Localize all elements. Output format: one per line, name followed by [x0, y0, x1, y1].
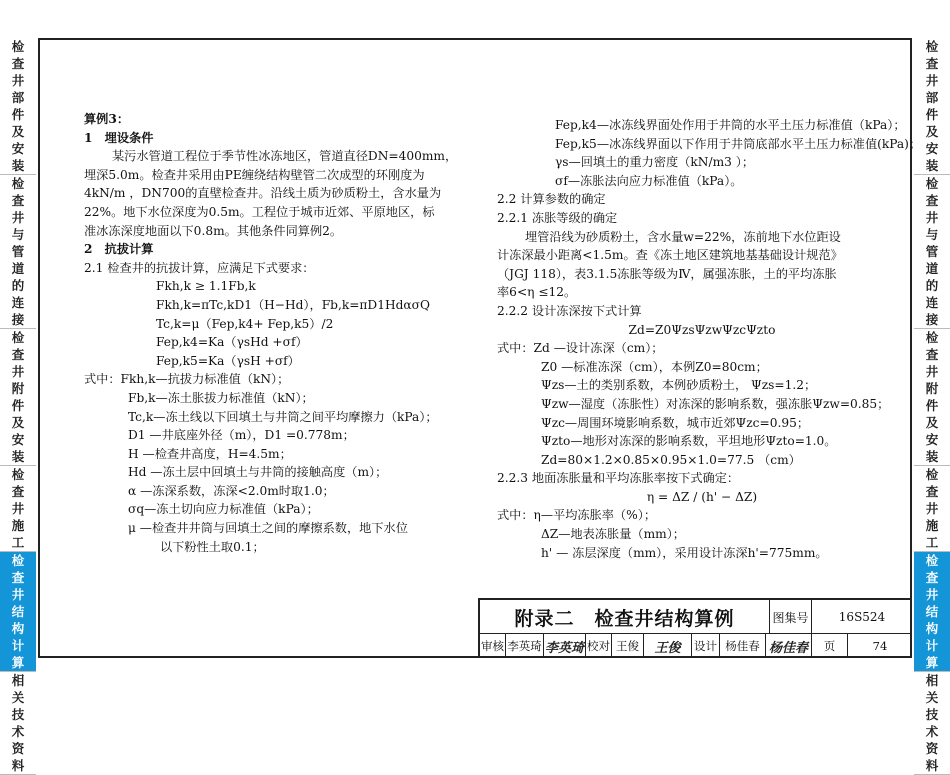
- side-tab-active[interactable]: 检查井结构计算: [0, 552, 36, 672]
- formula-line: η = ΔZ / (h' − ΔZ): [646, 489, 758, 504]
- designer-signature: [766, 634, 812, 658]
- definition-line: Ψzc—周围环境影响系数，城市近郊Ψzc=0.95；: [541, 415, 810, 430]
- formula-line: Fkh,k ≥ 1.1Fb,k: [156, 279, 256, 294]
- definition-line: ΔZ—地表冻胀量（mm）；: [541, 527, 685, 542]
- definition-line: Hd —冻土层中回填土与井筒的接触高度（m）；: [128, 465, 388, 480]
- left-sidebar: [0, 38, 36, 773]
- definition-line: Ψzw—湿度（冻胀性）对冻深的影响系数，强冻胀Ψzw=0.85；: [541, 396, 890, 411]
- title-block-signatures: [480, 634, 912, 658]
- side-tab-active[interactable]: 检查井结构计算: [914, 552, 950, 672]
- reviewer-signature: [544, 634, 586, 658]
- designer-signature-text: 杨佳春: [768, 640, 808, 656]
- text-line: 率6<η ≤12。: [497, 285, 577, 300]
- side-tab[interactable]: 检查井附件及安装: [914, 329, 950, 466]
- checker-signature-text: 王俊: [654, 640, 681, 656]
- formula-line: Fep,k5=Ka（γsH +σf）: [156, 353, 300, 368]
- formula-line: Tc,k=μ（Fep,k4+ Fep,k5）/2: [156, 316, 334, 331]
- definition-line: Z0 —标准冻深（cm），本例Z0=80cm；: [541, 359, 768, 374]
- side-tab[interactable]: 检查井部件及安装: [914, 38, 950, 175]
- text-line: （JGJ 118），表3.1.5冻胀等级为Ⅳ，属强冻胀，土的平均冻胀: [497, 266, 837, 281]
- example-heading: 算例3：: [84, 112, 130, 126]
- definition-line: μ —检查井井筒与回填土之间的摩擦系数，地下水位: [128, 521, 408, 536]
- drawing-title: 附录二 检查井结构算例: [480, 600, 770, 634]
- section-heading: 2.2.3 地面冻胀量和平均冻胀率按下式确定：: [497, 471, 740, 486]
- formula-line: Zd=Z0ΨzsΨzwΨzcΨzto: [628, 322, 776, 337]
- check-label: 校对: [586, 634, 612, 658]
- designer-name: 杨佳春: [720, 634, 766, 658]
- text-line: 某污水管道工程位于季节性冰冻地区，管道直径DN=400mm，: [112, 149, 458, 164]
- design-label: 设计: [692, 634, 720, 658]
- text-line: 2.1 检查井的抗拔计算，应满足下式要求：: [84, 260, 315, 275]
- page-number: 74: [872, 639, 888, 653]
- section-heading: 1 埋设条件: [84, 130, 154, 145]
- text-line: 4kN/m ，DN700的直壁检查井。沿线土质为砂质粉土，含水量为: [84, 186, 442, 201]
- right-sidebar: [914, 38, 950, 773]
- definition-line: σq—冻土切向应力标准值（kPa）；: [128, 502, 319, 517]
- definition-line: Fep,k4—冰冻线界面处作用于井筒的水平土压力标准值（kPa）；: [555, 118, 906, 132]
- right-text-column: [497, 116, 922, 562]
- text-line: 埋深5.0m。检查井采用由PE缠绕结构壁管二次成型的环刚度为: [84, 167, 425, 182]
- definition-line: h' — 冻层深度（mm），采用设计冻深h'=775mm。: [541, 545, 828, 560]
- definition-line: Ψzs—土的类别系数，本例砂质粉土， Ψzs=1.2；: [541, 378, 817, 393]
- reviewer-name: 李英琦: [506, 634, 544, 658]
- definition-line: Tc,k—冻土线以下回填土与井筒之间平均摩擦力（kPa）；: [128, 409, 438, 424]
- reviewer-signature-text: 李英琦: [544, 640, 584, 656]
- formula-line: Zd=80×1.2×0.85×0.95×1.0=77.5 （cm）: [541, 452, 801, 467]
- definition-line: σf—冻胀法向应力标准值（kPa）。: [555, 173, 743, 188]
- left-text-column: [84, 110, 484, 556]
- definition-line: γs—回填土的重力密度（kN/m3 ）；: [555, 155, 755, 170]
- side-tab[interactable]: 检查井附件及安装: [0, 329, 36, 466]
- page-label: 页: [812, 634, 848, 658]
- text-line: 埋管沿线为砂质粉土，含水量w=22%，冻前地下水位距设: [525, 229, 841, 244]
- side-tab[interactable]: 检查井与管道的连接: [0, 175, 36, 329]
- checker-signature: [644, 634, 692, 658]
- section-heading: 2 抗拔计算: [84, 242, 154, 257]
- review-label: 审核: [480, 634, 506, 658]
- section-heading: 2.2.2 设计冻深按下式计算: [497, 303, 642, 318]
- definition-line: 式中：Fkh,k—抗拔力标准值（kN）；: [84, 372, 290, 387]
- side-tab[interactable]: 检查井施工: [914, 466, 950, 552]
- text-line: 计冻深最小距离<1.5m。查《冻土地区建筑地基基础设计规范》: [497, 248, 843, 263]
- definition-line: H —检查井高度，H=4.5m；: [128, 446, 292, 461]
- side-tab[interactable]: 相关技术资料: [914, 672, 950, 775]
- definition-line: Fb,k—冻土胀拔力标准值（kN）；: [128, 390, 314, 405]
- atlas-number: 16S524: [838, 610, 886, 624]
- side-tab[interactable]: 检查井部件及安装: [0, 38, 36, 175]
- atlas-label: 图集号: [770, 600, 812, 634]
- definition-line: 式中：Zd —设计冻深（cm）；: [497, 341, 664, 356]
- definition-line: D1 —井底座外径（m），D1 =0.778m；: [128, 428, 355, 443]
- formula-line: Fep,k4=Ka（γsHd +σf）: [156, 335, 308, 350]
- definition-line: Fep,k5—冰冻线界面以下作用于井筒底部水平土压力标准值(kPa)；: [555, 136, 922, 151]
- formula-line: Fkh,k=πTc,kD1（H−Hd），Fb,k=πD1HdασQ: [156, 297, 430, 312]
- checker-name: 王俊: [612, 634, 644, 658]
- definition-line: 式中：η—平均冻胀率（%）；: [497, 508, 657, 523]
- definition-line: α —冻深系数，冻深<2.0m时取1.0；: [128, 483, 335, 498]
- text-line: 22%。地下水位深度为0.5m。工程位于城市近郊、平原地区，标: [84, 204, 435, 219]
- section-heading: 2.2.1 冻胀等级的确定: [497, 210, 618, 225]
- definition-line: Ψzto—地形对冻深的影响系数，平坦地形Ψzto=1.0。: [541, 434, 837, 449]
- side-tab[interactable]: 检查井与管道的连接: [914, 175, 950, 329]
- title-block: [478, 598, 912, 658]
- side-tab[interactable]: 相关技术资料: [0, 672, 36, 775]
- title-block-top: [480, 600, 912, 634]
- side-tab[interactable]: 检查井施工: [0, 466, 36, 552]
- definition-line: 以下粉性土取0.1；: [160, 539, 265, 554]
- text-line: 准冰冻深度地面以下0.8m。其他条件同算例2。: [84, 223, 343, 238]
- section-heading: 2.2 计算参数的确定: [497, 192, 606, 207]
